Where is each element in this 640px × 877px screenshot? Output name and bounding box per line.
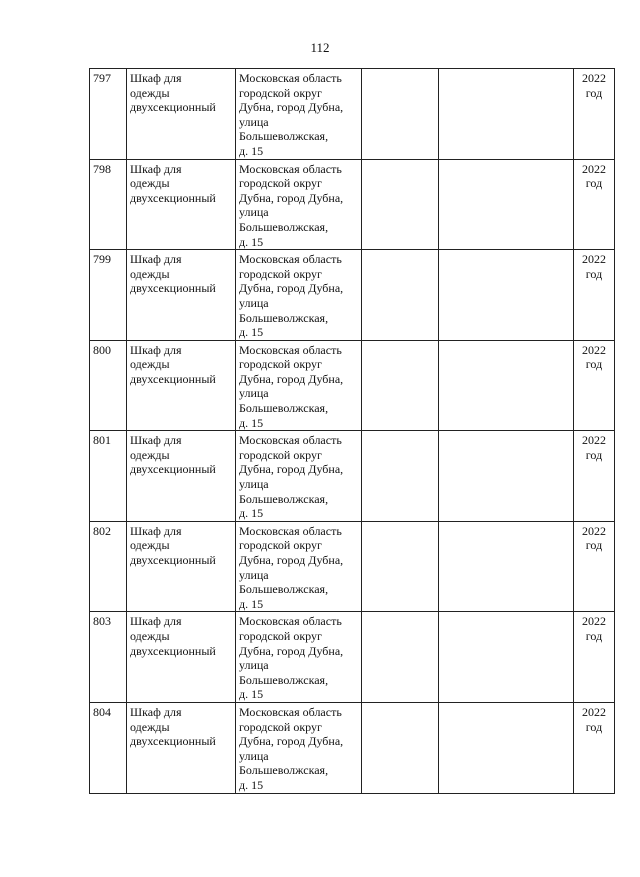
year-unit: год [585,719,603,734]
address-line: улица [239,114,269,129]
address-line: д. 15 [239,234,264,249]
address-line: Большеволжская, [239,582,329,597]
address-line: улица [239,205,269,220]
empty-cell-col5 [439,702,574,793]
address-line: Московская область [239,252,342,267]
item-year [574,69,615,160]
item-name-line: одежды [130,176,170,191]
row-number: 804 [90,702,127,793]
item-year [574,340,615,431]
item-year [574,612,615,703]
item-name [127,250,236,341]
empty-cell-col4 [362,159,439,250]
item-name [127,431,236,522]
address-line: Московская область [239,523,342,538]
year-unit: год [585,628,603,643]
year-value: 2022 [582,161,606,176]
item-address [236,702,362,793]
empty-cell-col5 [439,340,574,431]
empty-cell-col5 [439,521,574,612]
address-line: д. 15 [239,687,264,702]
address-line: Дубна, город Дубна, [239,553,344,567]
address-line: д. 15 [239,506,264,521]
year-unit: год [585,266,603,281]
row-number: 801 [90,431,127,522]
item-name-line: Шкаф для [130,161,182,176]
item-name-line: Шкаф для [130,523,182,538]
address-line: улица [239,386,269,401]
table-row [90,431,615,522]
property-register-table [89,68,615,794]
item-name [127,612,236,703]
item-name-line: одежды [130,85,170,100]
item-name-line: одежды [130,628,170,643]
empty-cell-col4 [362,340,439,431]
address-line: улица [239,567,269,582]
item-name-line: Шкаф для [130,342,182,357]
address-line: улица [239,477,269,492]
address-line: Большеволжская, [239,401,329,416]
year-value: 2022 [582,252,606,267]
item-year [574,521,615,612]
address-line: Большеволжская, [239,219,329,234]
address-line: Московская область [239,433,342,448]
year-unit: год [585,447,603,462]
empty-cell-col5 [439,250,574,341]
address-line: Московская область [239,71,342,85]
year-value: 2022 [582,614,606,629]
item-year [574,431,615,522]
item-address [236,250,362,341]
item-address [236,521,362,612]
address-line: Большеволжская, [239,129,329,144]
address-line: Московская область [239,161,342,176]
year-value: 2022 [582,523,606,538]
year-unit: год [585,538,603,553]
empty-cell-col5 [439,159,574,250]
item-name-line: одежды [130,538,170,553]
address-line: Большеволжская, [239,763,329,778]
address-line: Дубна, город Дубна, [239,100,344,115]
item-name-line: Шкаф для [130,704,182,719]
item-name-line: двухсекционный [130,462,216,477]
item-name-line: двухсекционный [130,100,216,115]
address-line: д. 15 [239,415,264,430]
item-address [236,431,362,522]
item-name-line: одежды [130,719,170,734]
address-line: городской округ [239,266,322,281]
table-row [90,340,615,431]
address-line: Московская область [239,704,342,719]
address-line: д. 15 [239,143,264,158]
item-year [574,702,615,793]
row-number: 798 [90,159,127,250]
item-name [127,340,236,431]
item-address [236,159,362,250]
address-line: д. 15 [239,325,264,340]
empty-cell-col5 [439,431,574,522]
empty-cell-col4 [362,521,439,612]
address-line: Большеволжская, [239,310,329,325]
address-line: Дубна, город Дубна, [239,462,344,477]
year-unit: год [585,357,603,372]
item-name-line: Шкаф для [130,252,182,267]
item-name-line: двухсекционный [130,734,216,749]
item-name-line: Шкаф для [130,71,182,85]
item-address [236,69,362,160]
address-line: городской округ [239,357,322,372]
address-line: Московская область [239,614,342,629]
item-name-line: двухсекционный [130,190,216,205]
item-name-line: двухсекционный [130,371,216,386]
address-line: городской округ [239,85,322,100]
year-value: 2022 [582,71,606,85]
item-year [574,250,615,341]
address-line: Дубна, город Дубна, [239,643,344,658]
year-value: 2022 [582,433,606,448]
address-line: Большеволжская, [239,491,329,506]
row-number: 799 [90,250,127,341]
address-line: городской округ [239,176,322,191]
address-line: Дубна, город Дубна, [239,281,344,296]
address-line: Дубна, город Дубна, [239,371,344,386]
empty-cell-col4 [362,431,439,522]
address-line: городской округ [239,538,322,553]
page-number: 112 [310,40,330,55]
item-name-line: двухсекционный [130,553,216,567]
item-name [127,702,236,793]
item-name [127,521,236,612]
address-line: городской округ [239,447,322,462]
address-line: улица [239,295,269,310]
table-row [90,69,615,160]
item-name-line: двухсекционный [130,643,216,658]
address-line: Большеволжская, [239,672,329,687]
address-line: улица [239,748,269,763]
item-name-line: одежды [130,266,170,281]
row-number: 800 [90,340,127,431]
item-address [236,340,362,431]
year-unit: год [585,176,603,191]
address-line: Московская область [239,342,342,357]
table-row [90,612,615,703]
row-number: 802 [90,521,127,612]
table-body [90,69,615,794]
table-row [90,250,615,341]
address-line: д. 15 [239,777,264,792]
item-name [127,159,236,250]
empty-cell-col4 [362,250,439,341]
empty-cell-col4 [362,702,439,793]
year-value: 2022 [582,704,606,719]
item-name [127,69,236,160]
table-row [90,702,615,793]
year-unit: год [585,85,603,100]
empty-cell-col5 [439,612,574,703]
empty-cell-col4 [362,69,439,160]
item-name-line: двухсекционный [130,281,216,296]
address-line: улица [239,658,269,673]
address-line: городской округ [239,628,322,643]
empty-cell-col4 [362,612,439,703]
empty-cell-col5 [439,69,574,160]
item-name-line: Шкаф для [130,614,182,629]
item-name-line: одежды [130,357,170,372]
row-number: 803 [90,612,127,703]
address-line: городской округ [239,719,322,734]
table-row [90,159,615,250]
item-address [236,612,362,703]
item-year [574,159,615,250]
item-name-line: Шкаф для [130,433,182,448]
row-number: 797 [90,69,127,160]
item-name-line: одежды [130,447,170,462]
address-line: Дубна, город Дубна, [239,734,344,749]
table-row [90,521,615,612]
year-value: 2022 [582,342,606,357]
address-line: д. 15 [239,596,264,611]
address-line: Дубна, город Дубна, [239,190,344,205]
